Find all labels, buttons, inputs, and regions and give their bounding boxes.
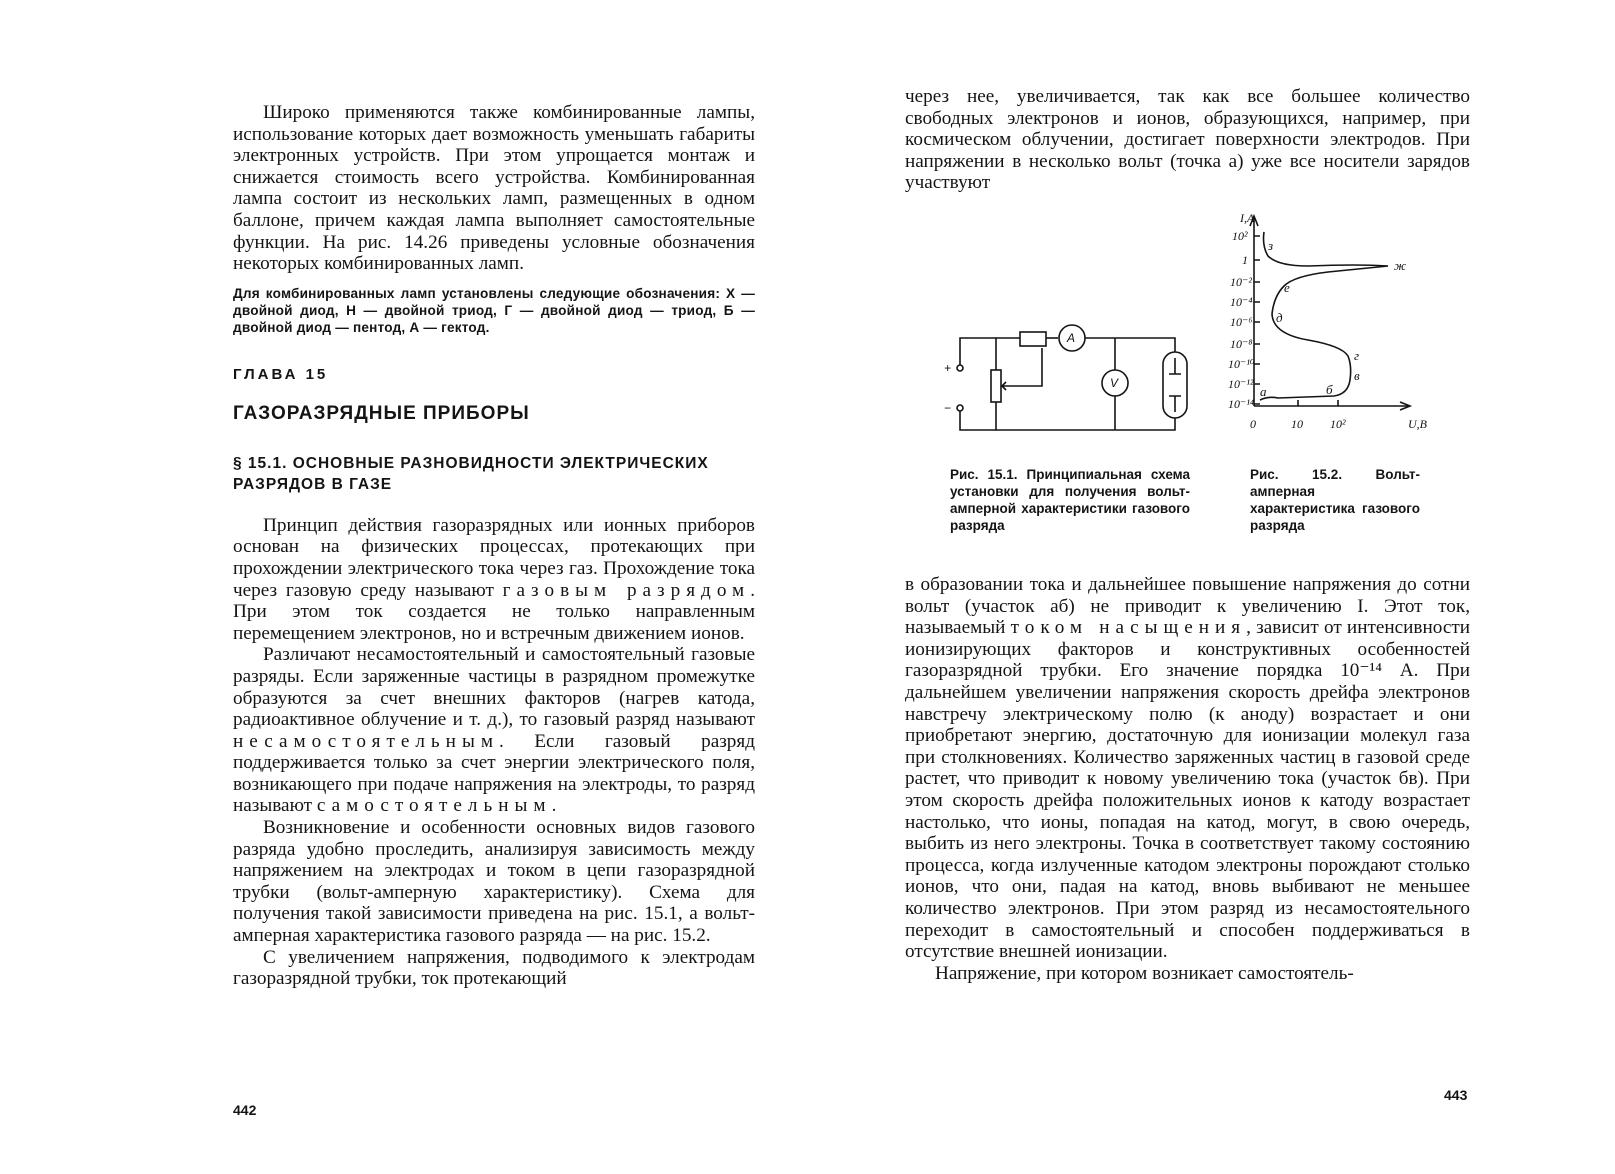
x-tick-label: 10² bbox=[1330, 417, 1346, 431]
point-zh: ж bbox=[1394, 258, 1407, 273]
y-axis-label: I,A bbox=[1240, 211, 1255, 225]
paragraph-top: через нее, увеличивается, так как все большее количество свободных электронов и ионов, образующихся, например, при космическом облучении, достигает поверхности электродов. При напряжении в несколько вольт (точка а) уже все носители зарядов участвуют bbox=[905, 86, 1470, 194]
y-tick-label: 10² bbox=[1232, 229, 1248, 243]
paragraph-saturation: в образовании тока и дальнейшее повышение напряжения до сотни вольт (участок аб) не приводит к увеличению I. Этот ток, называемый током насыщения, зависит от интенсивности ионизирующих факторов и конструктивных особенностей газоразрядной трубки. Его значение порядка 10⁻¹⁴ А. При дальнейшем увеличении напряжения скорость дрейфа электронов навстречу электрическому полю (к аноду) возрастает и они приобретают энергию, достаточную для ионизации молекул газа при столкновениях. Количество заряженных частиц в газовой среде растет, что приводит к новому увеличению тока (участок бв). При этом скорость дрейфа положительных ионов к катоду возрастает настолько, что ионы, попадая на катод, могут, в свою очередь, выбить из него электроны. Точка в соответствует такому состоянию процесса, когда излученные катодом электроны порождают столько ионов, что они, падая на катод, вновь выбивают не меньшее количество электронов. При этом разряд из несамостоятельного переходит в самостоятельный и способен поддерживаться в отсутствие внешней ионизации. bbox=[905, 574, 1470, 963]
term-gas-discharge: газовым разрядом bbox=[502, 579, 751, 601]
x-tick-label: 0 bbox=[1250, 417, 1256, 431]
ammeter-label: A bbox=[1067, 331, 1076, 345]
terminal-plus bbox=[957, 365, 963, 371]
point-a: а bbox=[1260, 384, 1267, 399]
left-page-text bbox=[233, 102, 755, 990]
point-b: б bbox=[1326, 382, 1333, 397]
rheostat bbox=[991, 370, 1001, 402]
y-tick-label: 10⁻¹⁴ bbox=[1228, 397, 1255, 411]
page-number-left: 442 bbox=[233, 1102, 257, 1118]
y-tick-label: 10⁻¹⁰ bbox=[1228, 357, 1255, 371]
chapter-title: ГАЗОРАЗРЯДНЫЕ ПРИБОРЫ bbox=[233, 402, 530, 424]
page-number-right: 443 bbox=[1444, 1087, 1468, 1103]
term-non-self-sustained: несамостоятельным bbox=[233, 730, 499, 752]
section-title: § 15.1. ОСНОВНЫЕ РАЗНОВИДНОСТИ ЭЛЕКТРИЧЕСКИХ РАЗРЯДОВ В ГАЗЕ bbox=[233, 454, 709, 493]
circuit-diagram bbox=[940, 330, 1205, 440]
y-tick-label: 10⁻⁴ bbox=[1230, 295, 1253, 309]
point-e: е bbox=[1284, 280, 1290, 295]
point-v: в bbox=[1354, 368, 1360, 383]
curve-point-labels bbox=[1260, 238, 1406, 399]
figure-15-2-caption: Рис. 15.2. Вольт-амперная характеристика газового разряда bbox=[1250, 467, 1420, 533]
y-tick-label: 10⁻⁸ bbox=[1230, 337, 1253, 351]
y-tick-label: 1 bbox=[1242, 253, 1248, 267]
resistor bbox=[1020, 332, 1046, 346]
figure-15-1-caption: Рис. 15.1. Принципиальная схема установки для получения вольт-амперной характеристики газового разряда bbox=[950, 467, 1190, 533]
plus-label: + bbox=[944, 361, 952, 375]
x-tick-labels bbox=[1250, 417, 1346, 431]
note-combined-lamps: Для комбинированных ламп установлены следующие обозначения: Х — двойной диод, Н — двойной триод, Г — двойной диод — триод, Б — двойной диод — пентод, А — гектод. bbox=[233, 285, 755, 335]
point-g: г bbox=[1354, 348, 1360, 363]
vi-characteristic-diagram bbox=[1228, 210, 1448, 450]
paragraph-4: С увеличением напряжения, подводимого к электродам газоразрядной трубки, ток протекающий bbox=[233, 946, 755, 990]
right-page-text-top bbox=[905, 86, 1470, 194]
voltmeter-label: V bbox=[1110, 376, 1119, 390]
paragraph-intro: Широко применяются также комбинированные лампы, использование которых дает возможность уменьшать габариты электронных устройств. При этом упрощается монтаж и снижается стоимость всего устройства. Комбинированная лампа состоит из нескольких ламп, размещенных в одном баллоне, причем каждая лампа выполняет самостоятельные функции. На рис. 14.26 приведены условные обозначения некоторых комбинированных ламп. bbox=[233, 102, 755, 275]
right-page-text-bottom bbox=[905, 574, 1470, 984]
paragraph-3: Возникновение и особенности основных видов газового разряда удобно проследить, анализируя зависимость между напряжением на электродах и током в цепи газоразрядной трубки (вольт-амперную характеристику). Схема для получения такой зависимости приведена на рис. 15.1, а вольт-амперная характеристика газового разряда — на рис. 15.2. bbox=[233, 817, 755, 947]
y-tick-label: 10⁻⁶ bbox=[1230, 315, 1253, 329]
chapter-label: ГЛАВА 15 bbox=[233, 365, 329, 383]
terminal-minus bbox=[957, 405, 963, 411]
point-z: з bbox=[1268, 238, 1274, 253]
term-self-sustained: самостоятельным bbox=[316, 795, 552, 817]
x-axis-label: U,В bbox=[1408, 417, 1427, 431]
paragraph-last: Напряжение, при котором возникает самостоятель- bbox=[935, 962, 1354, 984]
x-ticks-marks bbox=[1298, 400, 1338, 406]
y-tick-label: 10⁻² bbox=[1230, 275, 1252, 289]
paragraph-1: Принцип действия газоразрядных или ионных приборов основан на физических процессах, протекающих при прохождении электрического тока через газ. Прохождение тока через газовую среду называют газовым разрядом. При этом ток создается не только направленным перемещением электронов, но и встречным движением ионов. bbox=[233, 514, 755, 644]
paragraph-2: Различают несамостоятельный и самостоятельный газовые разряды. Если заряженные частицы в разрядном промежутке образуются за счет внешних факторов (нагрев катода, радиоактивное облучение и т. д.), то газовый разряд называют несамостоятельным. Если газовый разряд поддерживается только за счет энергии электрического поля, возникающего при подаче напряжения на электроды, то разряд называют самостоятельным. bbox=[233, 644, 755, 817]
point-d: д bbox=[1276, 310, 1283, 325]
y-tick-label: 10⁻¹² bbox=[1228, 377, 1254, 391]
x-tick-label: 10 bbox=[1291, 417, 1303, 431]
term-saturation-current: током насыщения bbox=[1010, 617, 1247, 639]
minus-label: − bbox=[944, 401, 952, 415]
y-ticks-marks bbox=[1254, 236, 1260, 404]
